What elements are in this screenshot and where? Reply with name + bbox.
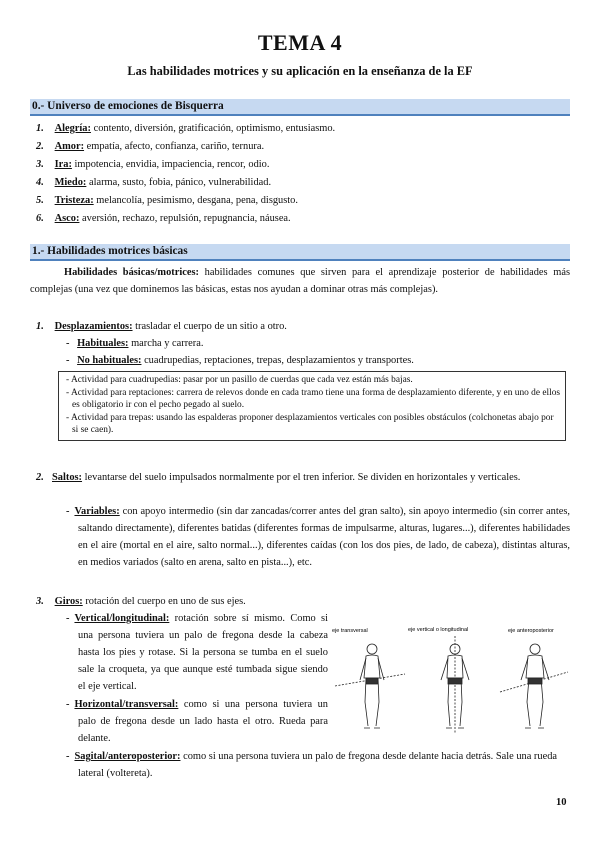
list-number: 3. [36,596,44,607]
list-item [36,120,576,137]
giros-item [36,593,570,610]
sub-text: como si una persona tuviera un palo de fregona desde delante hacia detrás. Sale una rueda lateral (voltereta). [78,751,558,779]
bullet-dash: - [66,338,70,349]
list-text: aversión, rechazo, repulsión, repugnancia, náusea. [82,213,291,224]
list-term: Asco: [54,213,80,224]
list-text: trasladar el cuerpo de un sitio a otro. [135,321,287,332]
list-item [36,210,576,227]
bullet-dash: - [66,751,70,762]
section-heading-emociones: 0.- Universo de emociones de Bisquerra [30,99,570,116]
sub-term: Sagital/anteroposterior: [74,751,181,762]
human-figure-vertical [441,636,469,734]
page-title: TEMA 4 [257,30,343,55]
activity-line: - Actividad para cuadrupedias: pasar por un pasillo de cuerdas que cada vez están más bajas. [66,375,413,385]
list-item [36,156,576,173]
list-term: Miedo: [54,177,87,188]
sub-text: marcha y carrera. [131,338,204,349]
list-term: Ira: [54,159,72,170]
activities-box [58,371,566,441]
intro-paragraph [30,264,570,298]
list-number: 1. [36,123,44,134]
sub-term: Vertical/longitudinal: [74,613,170,624]
sub-text: con apoyo intermedio (sin dar zancadas/correr antes del gran salto), sin apoyo intermedio (sin correr antes, saltando directamente), diferentes batidas (diferentes formas de impulsarme, alturas, lugares...), diferentes habilidades en el aire (mortal en el aire, salto normal...), diferentes caídas (con los dos pies, de lado, de cabeza), distintas alturas, en medios variados (salto en arena, salto en pista...), etc. [78,506,570,568]
list-number: 2. [36,141,44,152]
intro-text: habilidades comunes que sirven para el aprendizaje posterior de habilidades más complejas (una vez que dominemos las básicas, estas nos ayudan a dominar otras más complejas). [30,267,570,295]
sub-item [66,610,328,695]
list-term: Tristeza: [54,195,94,206]
sub-item [66,335,566,352]
activity-text: Actividad para trepas: usando las espalderas proponer desplazamientos verticales con posibles obstáculos (colchonetas abajo por si se caen). [70,412,554,435]
list-item [36,174,576,191]
list-term: Desplazamientos: [54,321,133,332]
sub-term: Horizontal/transversal: [74,699,179,710]
list-text: alarma, susto, fobia, pánico, vulnerabilidad. [88,177,272,188]
bullet-dash: - [66,355,70,366]
sub-item [66,696,328,747]
sub-item [66,352,566,369]
sub-text: como si una persona tuviera un palo de fregona desde un lado hasta el otro. Rueda para delante. [78,699,328,744]
figure-label-transversal: eje transversal [332,628,368,634]
sub-term: Habituales: [77,338,129,349]
list-text: melancolía, pesimismo, desgana, pena, disgusto. [96,195,298,206]
list-text: rotación del cuerpo en uno de sus ejes. [85,596,246,607]
bullet-dash: - [66,506,70,517]
list-term: Alegría: [54,123,91,134]
axes-figure [330,622,570,737]
list-number: 1. [36,321,44,332]
human-figure-anteroposterior [500,644,568,728]
bullet-dash: - [66,613,70,624]
list-number: 2. [36,472,44,483]
list-number: 6. [36,213,44,224]
list-item [36,192,576,209]
figure-label-anteroposterior: eje anteroposterior [508,628,554,634]
section-heading-habilidades: 1.- Habilidades motrices básicas [30,244,570,261]
list-number: 3. [36,159,44,170]
list-term: Giros: [54,596,83,607]
activity-text: Actividad para reptaciones: carrera de relevos donde en cada tramo tiene una forma de desplazamiento diferente, y en uno de ellos es obligatorio ir con el pecho pegado al suelo. [70,387,561,410]
list-number: 5. [36,195,44,206]
figure-label-vertical: eje vertical o longitudinal [408,627,469,633]
human-figure-transversal [335,644,405,728]
page-number: 10 [556,797,567,808]
list-text: impotencia, envidia, impaciencia, rencor, odio. [74,159,270,170]
bullet-dash: - [66,699,70,710]
desplazamientos-item [36,318,570,335]
intro-term: Habilidades básicas/motrices: [64,267,199,278]
list-item [36,138,576,155]
page-subtitle: Las habilidades motrices y su aplicación en la enseñanza de la EF [127,64,473,78]
list-text: levantarse del suelo impulsados normalmente por el tren inferior. Se dividen en horizontales y verticales. [84,472,521,483]
saltos-item [36,469,570,486]
activity-line: - Actividad para trepas: usando las espalderas proponer desplazamientos verticales con posibles obstáculos (colchonetas abajo por si se caen). [66,412,554,435]
list-number: 4. [36,177,44,188]
list-term: Amor: [54,141,85,152]
activity-line: - Actividad para reptaciones: carrera de relevos donde en cada tramo tiene una forma de desplazamiento diferente, y en uno de ellos es obligatorio ir con el pecho pegado al suelo. [66,387,561,410]
sub-term: Variables: [74,506,120,517]
sub-item [66,748,570,782]
sub-text: rotación sobre sí mismo. Como si una persona tuviera un palo de fregona desde la cabeza hasta los pies y rotase. Si la persona se tumba en el suelo sale la croqueta, ya que aunque esté tumbada sigue siendo el eje vertical. [78,613,328,692]
sub-text: cuadrupedias, reptaciones, trepas, desplazamientos y transportes. [144,355,414,366]
sub-term: No habituales: [77,355,142,366]
list-term: Saltos: [52,472,83,483]
list-text: contento, diversión, gratificación, optimismo, entusiasmo. [93,123,336,134]
sub-item [66,503,570,571]
list-text: empatía, afecto, confianza, cariño, ternura. [86,141,265,152]
activity-text: Actividad para cuadrupedias: pasar por un pasillo de cuerdas que cada vez están más bajas. [70,375,413,385]
